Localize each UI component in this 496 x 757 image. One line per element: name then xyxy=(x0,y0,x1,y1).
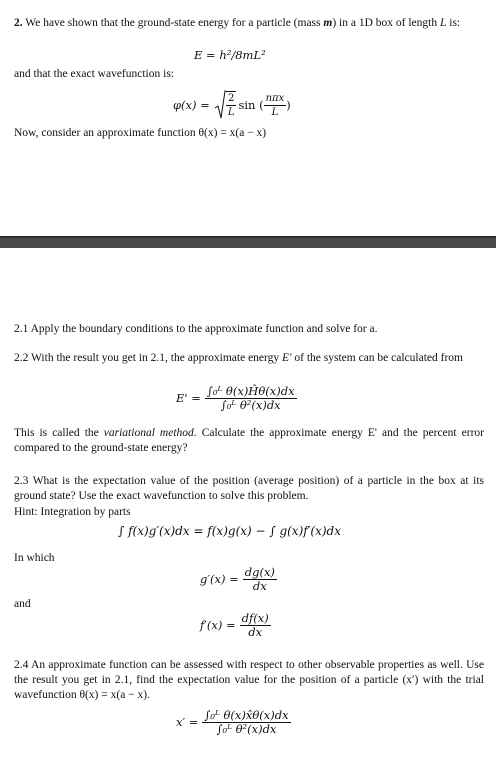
sqrt-frac xyxy=(226,91,237,119)
q22-text-b: of the system can be calculated from xyxy=(291,352,463,364)
variational-energy-equation xyxy=(176,385,297,412)
g-prime-num: dg(x) xyxy=(244,565,275,579)
variational-method-text xyxy=(14,426,484,456)
mass-symbol: m xyxy=(323,17,333,29)
position-numerator: ∫₀ᴸ θ(x)x̂θ(x)dx xyxy=(204,708,289,722)
position-denominator: ∫₀ᴸ θ²(x)dx xyxy=(216,722,277,736)
f-prime-num: df(x) xyxy=(241,611,269,625)
f-prime-lhs: f′(x) = xyxy=(200,618,236,632)
in-which-label: In which xyxy=(14,552,55,564)
approximate-function-text: Now, consider an approximate function θ(x) = x(a − x) xyxy=(14,127,267,139)
sin-arg-den: L xyxy=(271,106,279,118)
q22-text-a: 2.2 With the result you get in 2.1, the approximate energy xyxy=(14,352,283,364)
g-prime-den: dx xyxy=(252,579,267,593)
sin-arg-num: nπx xyxy=(265,92,285,104)
f-prime-equation xyxy=(200,612,271,639)
question-2-2 xyxy=(14,351,484,366)
intro-text-a: We have shown that the ground-state energy for a particle (mass xyxy=(22,17,324,29)
sqrt-fraction xyxy=(214,90,237,120)
integration-by-parts-equation: ∫ f(x)g′(x)dx = f(x)g(x) − ∫ g(x)f′(x)dx xyxy=(118,524,342,538)
g-prime-equation xyxy=(200,566,277,593)
energy-lhs: E' = xyxy=(176,391,201,405)
phi-lhs: φ(x) = xyxy=(173,97,210,112)
intro-text-c: is: xyxy=(446,17,461,29)
sqrt-den: L xyxy=(227,107,235,118)
question-2-intro xyxy=(14,16,484,31)
question-2-3: 2.3 What is the expectation value of the position (average position) of a particle in the box at its ground state? Use the exact wavefunction to solve this problem. xyxy=(14,475,484,502)
intro-text-b: ) in a 1D box of length xyxy=(332,17,440,29)
ground-state-energy-equation: E = h²/8mL² xyxy=(194,48,266,62)
sin-close: ) xyxy=(286,97,291,112)
f-prime-fraction xyxy=(240,612,271,639)
vm-text-a: This is called the xyxy=(14,427,104,439)
g-prime-lhs: g′(x) = xyxy=(200,572,239,586)
f-prime-den: dx xyxy=(248,625,263,639)
question-2-4: 2.4 An approximate function can be assessed with respect to other observable properties as well. Use the result you get in 2.1, find the expectation value for the position of a particle (x′) with the trial wavefunction θ(x) = x(a − x). xyxy=(14,659,484,701)
question-number: 2. xyxy=(14,17,23,29)
energy-numerator: ∫₀ᴸ θ(x)Ĥθ(x)dx xyxy=(206,384,295,398)
sin-argument xyxy=(264,92,287,119)
energy-denominator: ∫₀ᴸ θ²(x)dx xyxy=(220,398,281,412)
g-prime-fraction xyxy=(243,566,277,593)
integration-hint: Hint: Integration by parts xyxy=(14,506,131,518)
section-divider xyxy=(0,236,496,248)
position-lhs: x′ = xyxy=(176,715,199,729)
position-expectation-equation xyxy=(176,709,291,736)
length-symbol: L xyxy=(439,17,447,29)
and-label: and xyxy=(14,598,31,610)
question-2-1: 2.1 Apply the boundary conditions to the approximate function and solve for a. xyxy=(14,323,378,335)
sin-function: sin ( xyxy=(238,97,264,112)
vm-italic: variational method xyxy=(103,427,194,439)
approx-energy-symbol: E' xyxy=(282,352,292,364)
sqrt-symbol xyxy=(214,90,226,120)
position-fraction xyxy=(202,709,290,736)
exact-wavefunction-text: and that the exact wavefunction is: xyxy=(14,68,174,80)
sqrt-num: 2 xyxy=(226,92,237,106)
vm-text-b: . Calculate the approximate energy E' and the percent error compared to the ground-state energy? xyxy=(14,427,484,454)
energy-fraction xyxy=(205,385,297,412)
wavefunction-equation xyxy=(173,88,291,122)
